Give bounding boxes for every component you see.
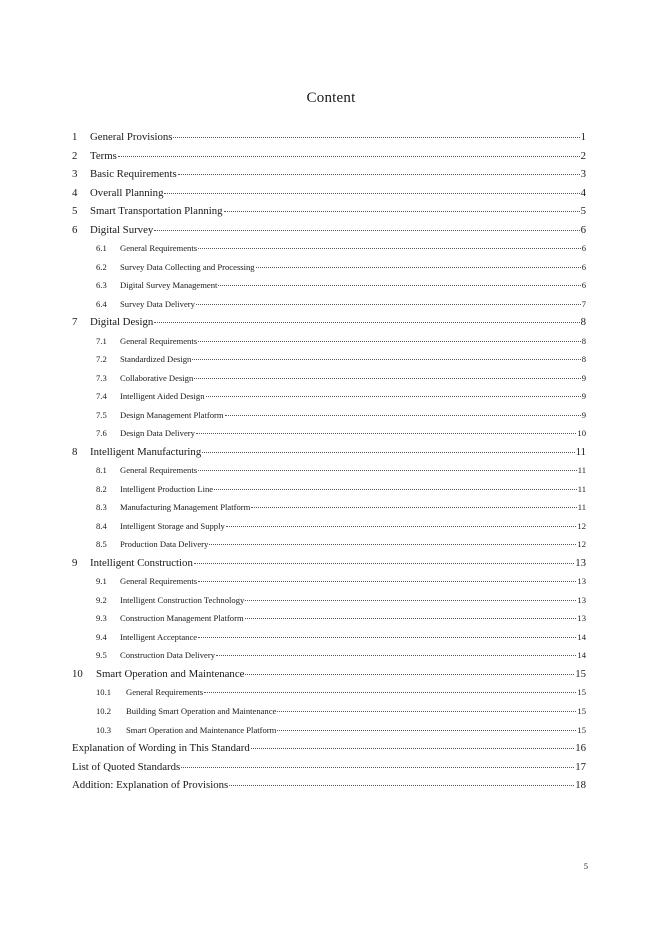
toc-entry[interactable] [72, 258, 586, 277]
toc-entry-label: Intelligent Production Line [120, 483, 214, 494]
toc-entry-label: General Requirements [126, 687, 204, 698]
toc-entry-number: 6.3 [96, 280, 107, 291]
toc-entry-number: 4 [72, 186, 78, 199]
toc-entry-number: 1 [72, 131, 78, 143]
dot-leader [218, 285, 580, 286]
toc-entry-label: Manufacturing Management Platform [120, 502, 251, 513]
dot-leader [245, 618, 577, 619]
toc-entry[interactable] [72, 572, 586, 591]
toc-entry-label: Building Smart Operation and Maintenance [126, 705, 277, 716]
toc-entry-label: Terms [90, 149, 117, 162]
dot-leader [204, 692, 576, 693]
dot-leader [154, 230, 579, 231]
toc-entry-number: 7.6 [96, 428, 107, 439]
toc-entry-page: 14 [577, 631, 586, 642]
toc-entry-page: 10 [577, 428, 586, 439]
toc-entry-number: 2 [72, 149, 78, 162]
toc-entry-label: Smart Operation and Maintenance Platform [126, 724, 277, 735]
dot-leader [245, 600, 576, 601]
toc-entry-label: General Requirements [120, 335, 198, 346]
toc-entry[interactable] [72, 739, 586, 758]
toc-entry-number: 8.4 [96, 520, 107, 531]
toc-entry-number: 6 [72, 223, 78, 236]
dot-leader [226, 526, 577, 527]
toc-entry-page: 15 [577, 724, 586, 735]
page-title: Content [306, 90, 356, 106]
toc-entry-page: 17 [575, 760, 586, 773]
toc-entry[interactable] [72, 665, 586, 684]
toc-entry[interactable] [72, 165, 586, 184]
toc-entry[interactable] [72, 517, 586, 536]
toc-entry[interactable] [72, 609, 586, 628]
table-of-contents [72, 128, 586, 795]
dot-leader [196, 304, 581, 305]
toc-entry-label: Construction Data Delivery [120, 650, 215, 661]
toc-entry-number: 7.1 [96, 335, 107, 346]
dot-leader [194, 378, 580, 379]
dot-leader [164, 193, 579, 194]
toc-entry-page: 3 [580, 168, 586, 181]
toc-entry-number: 8.3 [96, 502, 107, 513]
dot-leader [256, 267, 581, 268]
dot-leader [154, 322, 579, 323]
toc-entry-number: 8.5 [96, 539, 107, 550]
toc-entry-page: 6 [581, 261, 586, 272]
dot-leader [216, 655, 576, 656]
dot-leader [277, 711, 576, 712]
toc-entry-label: Basic Requirements [90, 168, 177, 181]
toc-entry[interactable] [72, 591, 586, 610]
toc-entry-page: 9 [581, 372, 586, 383]
toc-entry-number: 8.1 [96, 465, 107, 476]
toc-entry-page: 6 [581, 243, 586, 254]
toc-entry[interactable] [72, 313, 586, 332]
toc-entry[interactable] [72, 184, 586, 203]
dot-leader [198, 637, 576, 638]
toc-entry-number: 8 [72, 445, 78, 458]
toc-entry-page: 12 [577, 520, 586, 531]
toc-entry-number: 6.4 [96, 298, 107, 309]
toc-entry-page: 7 [581, 298, 586, 309]
toc-entry-number: 9.1 [96, 576, 107, 587]
toc-entry[interactable] [72, 406, 586, 425]
toc-entry[interactable] [72, 443, 586, 462]
toc-entry-label: Design Management Platform [120, 409, 224, 420]
toc-entry-page: 8 [581, 335, 586, 346]
toc-entry-number: 6.1 [96, 243, 107, 254]
toc-entry[interactable] [72, 276, 586, 295]
toc-entry[interactable] [72, 387, 586, 406]
toc-entry-number: 10.1 [96, 687, 112, 698]
toc-entry-number: 8.2 [96, 483, 107, 494]
toc-entry-number: 7.2 [96, 354, 107, 365]
toc-entry-page: 11 [577, 465, 586, 476]
toc-entry-label: Intelligent Acceptance [120, 631, 198, 642]
toc-entry[interactable] [72, 295, 586, 314]
dot-leader [198, 581, 576, 582]
toc-entry-label: Standardized Design [120, 354, 192, 365]
dot-leader [224, 211, 580, 212]
toc-entry-label: Intelligent Storage and Supply [120, 520, 225, 531]
toc-entry[interactable] [72, 776, 586, 795]
toc-entry-page: 15 [577, 705, 586, 716]
toc-entry-page: 4 [580, 186, 586, 199]
toc-entry-label: Intelligent Manufacturing [90, 445, 202, 458]
dot-leader [206, 396, 581, 397]
toc-entry[interactable] [72, 332, 586, 351]
toc-entry[interactable] [72, 628, 586, 647]
toc-entry-page: 1 [580, 131, 586, 143]
toc-entry[interactable] [72, 128, 586, 147]
toc-entry-label: Digital Survey [90, 223, 154, 236]
toc-entry-label: Addition: Explanation of Provisions [72, 779, 229, 792]
toc-entry-page: 15 [575, 667, 586, 680]
toc-entry-label: Design Data Delivery [120, 428, 195, 439]
toc-entry-page: 18 [575, 779, 586, 792]
toc-entry-number: 7.3 [96, 372, 107, 383]
toc-entry-label: General Requirements [120, 576, 198, 587]
toc-entry-label: Overall Planning [90, 186, 164, 199]
toc-entry-number: 9 [72, 556, 78, 569]
toc-entry[interactable] [72, 221, 586, 240]
toc-entry-page: 13 [577, 613, 586, 624]
toc-entry-label: Intelligent Construction [90, 556, 193, 569]
toc-entry-page: 12 [577, 539, 586, 550]
dot-leader [209, 544, 576, 545]
dot-leader [198, 341, 581, 342]
toc-entry-label: Production Data Delivery [120, 539, 209, 550]
toc-entry-number: 9.5 [96, 650, 107, 661]
toc-entry[interactable] [72, 535, 586, 554]
toc-entry-page: 11 [577, 502, 586, 513]
toc-entry-page: 2 [580, 149, 586, 162]
toc-entry-label: Digital Survey Management [120, 280, 218, 291]
toc-entry[interactable] [72, 461, 586, 480]
toc-entry-number: 10.3 [96, 724, 112, 735]
dot-leader [225, 415, 581, 416]
toc-entry-page: 14 [577, 650, 586, 661]
toc-entry-number: 7.5 [96, 409, 107, 420]
dot-leader [202, 452, 574, 453]
dot-leader [178, 174, 580, 175]
toc-entry-label: General Requirements [120, 243, 198, 254]
toc-entry-label: Smart Transportation Planning [90, 205, 223, 218]
toc-entry-number: 9.2 [96, 594, 107, 605]
dot-leader [118, 156, 580, 157]
toc-entry-page: 16 [575, 742, 586, 755]
toc-entry[interactable] [72, 424, 586, 443]
toc-entry[interactable] [72, 683, 586, 702]
toc-entry-page: 11 [577, 483, 586, 494]
toc-entry-page: 6 [581, 280, 586, 291]
toc-entry-label: Collaborative Design [120, 372, 194, 383]
toc-entry-number: 9.4 [96, 631, 107, 642]
toc-entry[interactable] [72, 758, 586, 777]
toc-entry[interactable] [72, 202, 586, 221]
dot-leader [194, 563, 574, 564]
toc-entry-page: 5 [580, 205, 586, 218]
toc-entry-page: 13 [577, 576, 586, 587]
toc-entry[interactable] [72, 721, 586, 740]
toc-entry[interactable] [72, 646, 586, 665]
toc-entry-label: General Provisions [90, 131, 173, 143]
toc-entry-page: 13 [577, 594, 586, 605]
page-number: 5 [583, 861, 588, 871]
dot-leader [198, 470, 577, 471]
toc-entry-label: Survey Data Collecting and Processing [120, 261, 255, 272]
toc-entry-page: 13 [575, 556, 586, 569]
toc-entry-number: 7 [72, 316, 78, 329]
dot-leader [181, 767, 574, 768]
dot-leader [251, 507, 576, 508]
toc-entry[interactable] [72, 554, 586, 573]
dot-leader [214, 489, 577, 490]
toc-entry-number: 10.2 [96, 705, 112, 716]
toc-entry[interactable] [72, 498, 586, 517]
toc-entry-page: 8 [580, 316, 586, 329]
toc-entry-label: Digital Design [90, 316, 154, 329]
toc-entry-label: Intelligent Aided Design [120, 391, 205, 402]
dot-leader [277, 730, 576, 731]
dot-leader [196, 433, 576, 434]
toc-entry[interactable] [72, 239, 586, 258]
toc-entry-label: Smart Operation and Maintenance [96, 667, 245, 680]
toc-entry-label: Construction Management Platform [120, 613, 244, 624]
toc-entry-page: 15 [577, 687, 586, 698]
toc-entry-page: 6 [580, 223, 586, 236]
toc-entry-label: Explanation of Wording in This Standard [72, 742, 250, 755]
dot-leader [251, 748, 574, 749]
toc-entry-page: 11 [575, 445, 586, 458]
toc-entry[interactable] [72, 369, 586, 388]
toc-entry[interactable] [72, 147, 586, 166]
toc-entry-label: Intelligent Construction Technology [120, 594, 245, 605]
toc-entry[interactable] [72, 480, 586, 499]
dot-leader [245, 674, 574, 675]
toc-entry-label: General Requirements [120, 465, 198, 476]
toc-entry[interactable] [72, 702, 586, 721]
toc-entry-number: 3 [72, 168, 78, 181]
toc-entry-number: 9.3 [96, 613, 107, 624]
toc-entry-number: 6.2 [96, 261, 107, 272]
toc-entry-page: 8 [581, 354, 586, 365]
dot-leader [192, 359, 580, 360]
toc-entry-number: 10 [72, 667, 83, 680]
toc-entry-label: List of Quoted Standards [72, 760, 181, 773]
dot-leader [198, 248, 581, 249]
dot-leader [173, 137, 579, 138]
toc-entry-number: 7.4 [96, 391, 107, 402]
dot-leader [229, 785, 574, 786]
toc-entry-number: 5 [72, 205, 78, 218]
toc-entry-page: 9 [581, 409, 586, 420]
toc-entry[interactable] [72, 350, 586, 369]
toc-entry-page: 9 [581, 391, 586, 402]
toc-entry-label: Survey Data Delivery [120, 298, 195, 309]
